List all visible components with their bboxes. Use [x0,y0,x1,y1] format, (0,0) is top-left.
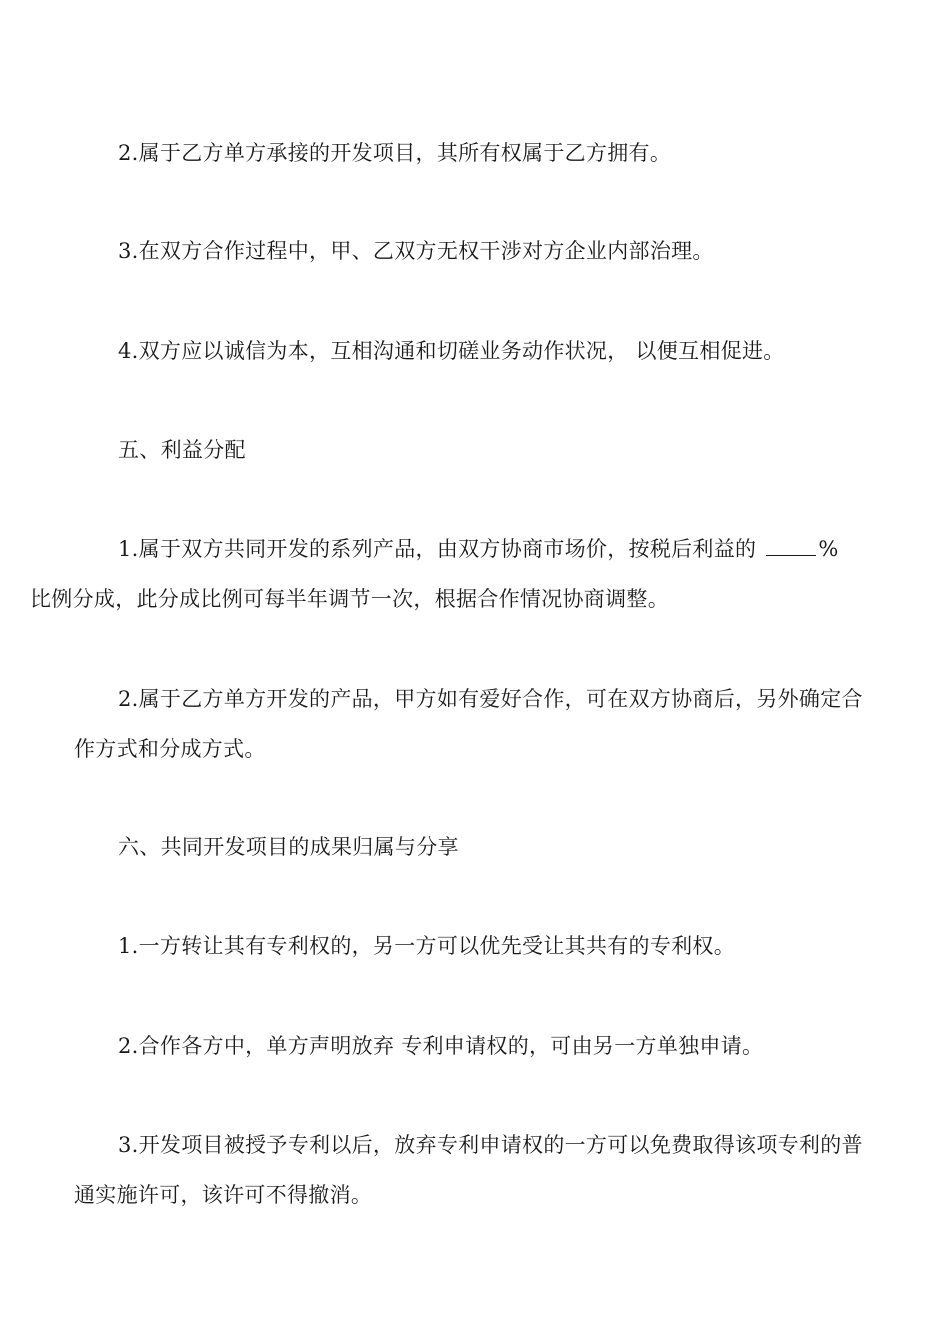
clause-good-faith: 4.双方应以诚信为本，互相沟通和切磋业务动作状况， 以便互相促进。 [118,339,785,363]
clause-joint-product-profit [30,524,882,624]
clause-joint-product-profit-cont: 比例分成，此分成比例可每半年调节一次，根据合作情况协商调整。 [30,587,669,611]
section-heading-results-ownership: 六、共同开发项目的成果归属与分享 [118,835,459,859]
clause-joint-product-profit-lead: 1.属于双方共同开发的系列产品，由双方协商市场价，按税后利益的 [118,537,757,561]
section-heading-profit-distribution: 五、利益分配 [118,438,246,462]
clause-patent-waiver: 2.合作各方中，单方声明放弃 专利申请权的，可由另一方单独申请。 [118,1034,764,1058]
percent-sign: % [818,537,839,561]
clause-ownership-party-b: 2.属于乙方单方承接的开发项目，其所有权属于乙方拥有。 [118,141,672,165]
clause-party-b-products: 2.属于乙方单方开发的产品，甲方如有爱好合作，可在双方协商后，另外确定合作方式和分成方式。 [74,687,863,761]
clause-patent-license: 3.开发项目被授予专利以后，放弃专利申请权的一方可以免费取得该项专利的普通实施许可，该许可不得撤消。 [74,1133,863,1207]
clause-no-interference: 3.在双方合作过程中，甲、乙双方无权干涉对方企业内部治理。 [118,239,714,263]
percentage-blank [766,537,816,556]
clause-patent-transfer: 1.一方转让其有专利权的，另一方可以优先受让其共有的专利权。 [118,934,736,958]
